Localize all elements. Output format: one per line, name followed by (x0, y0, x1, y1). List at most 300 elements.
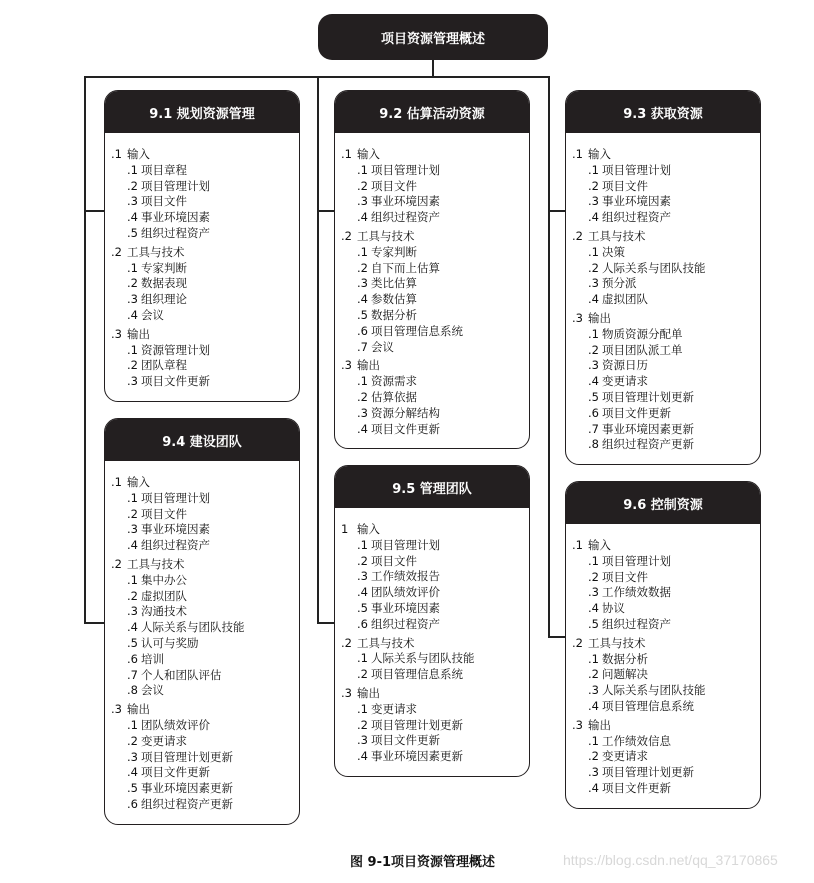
item-number: .1 (127, 162, 138, 177)
list-item (341, 651, 529, 667)
item-number: .4 (588, 780, 599, 795)
item-label: 工作绩效报告 (371, 569, 440, 584)
section-number: .3 (341, 358, 352, 373)
item-number: .4 (127, 307, 138, 322)
section-heading (572, 147, 760, 163)
item-number: .4 (588, 601, 599, 616)
process-box (565, 481, 761, 809)
process-body (105, 133, 299, 401)
item-number: .3 (588, 276, 599, 291)
list-item (111, 194, 299, 210)
item-label: 组织过程资产更新 (602, 437, 694, 452)
section (111, 245, 299, 324)
item-label: 会议 (371, 339, 394, 354)
item-number: .3 (357, 569, 368, 584)
connector (432, 60, 434, 76)
section-label: 输出 (588, 310, 611, 325)
item-number: .6 (588, 405, 599, 420)
item-label: 项目文件 (371, 553, 417, 568)
connector (548, 76, 550, 637)
section-number: 1 (341, 522, 349, 536)
item-label: 自下而上估算 (371, 260, 440, 275)
list-item (111, 226, 299, 242)
process-body (566, 524, 760, 808)
list-item (111, 734, 299, 750)
list-item (111, 374, 299, 390)
section (111, 702, 299, 813)
section-label: 工具与技术 (588, 635, 646, 650)
section-number: .1 (572, 538, 583, 552)
item-number: .2 (357, 260, 368, 275)
item-label: 组织过程资产 (371, 210, 440, 225)
list-item (572, 554, 760, 570)
list-item (572, 734, 760, 750)
connector (84, 622, 104, 624)
list-item (341, 245, 529, 261)
list-item (572, 179, 760, 195)
item-number: .1 (357, 537, 368, 552)
item-label: 项目文件更新 (371, 421, 440, 436)
list-item (572, 570, 760, 586)
item-label: 协议 (602, 601, 625, 616)
section-number: .3 (572, 310, 583, 325)
section-heading (572, 311, 760, 327)
item-number: .4 (127, 620, 138, 635)
section-number: .2 (572, 228, 583, 243)
list-item (111, 765, 299, 781)
item-label: 数据表现 (141, 276, 187, 291)
section (111, 557, 299, 699)
item-number: .2 (127, 178, 138, 193)
item-number: .6 (357, 323, 368, 338)
item-label: 项目管理计划 (141, 178, 210, 193)
item-number: .4 (357, 421, 368, 436)
item-label: 组织理论 (141, 292, 187, 307)
item-label: 团队绩效评价 (141, 717, 210, 732)
item-label: 资源管理计划 (141, 342, 210, 357)
item-label: 培训 (141, 651, 164, 666)
section-label: 输出 (588, 717, 611, 732)
section (111, 147, 299, 242)
item-number: .3 (588, 194, 599, 209)
section-number: .2 (341, 635, 352, 650)
item-number: .3 (357, 405, 368, 420)
item-label: 会议 (141, 307, 164, 322)
list-item (111, 781, 299, 797)
list-item (341, 585, 529, 601)
item-number: .1 (588, 733, 599, 748)
connector (548, 636, 565, 638)
item-number: .8 (127, 683, 138, 698)
item-number: .7 (588, 421, 599, 436)
section-label: 工具与技术 (357, 635, 415, 650)
list-item (111, 210, 299, 226)
item-number: .2 (588, 569, 599, 584)
item-number: .1 (357, 651, 368, 666)
list-item (111, 507, 299, 523)
list-item (572, 585, 760, 601)
item-label: 人际关系与团队技能 (602, 260, 706, 275)
section-heading (341, 147, 529, 163)
list-item (111, 276, 299, 292)
section (341, 636, 529, 683)
item-label: 参数估算 (371, 292, 417, 307)
item-label: 专家判断 (371, 244, 417, 259)
section-heading (341, 229, 529, 245)
section (111, 327, 299, 390)
item-label: 个人和团队评估 (141, 667, 222, 682)
process-title: 9.6 控制资源 (566, 482, 760, 524)
list-item (572, 422, 760, 438)
item-label: 项目管理信息系统 (371, 323, 463, 338)
item-label: 人际关系与团队技能 (371, 651, 475, 666)
list-item (111, 620, 299, 636)
list-item (111, 573, 299, 589)
section-label: 输出 (357, 358, 380, 373)
item-number: .7 (127, 667, 138, 682)
item-number: .4 (588, 698, 599, 713)
item-label: 认可与奖励 (141, 635, 199, 650)
section (341, 522, 529, 633)
section-heading (341, 636, 529, 652)
item-number: .1 (127, 572, 138, 587)
process-box (334, 465, 530, 777)
item-label: 项目文件 (602, 178, 648, 193)
item-label: 项目文件更新 (141, 765, 210, 780)
section (341, 686, 529, 765)
item-number: .2 (127, 588, 138, 603)
list-item (111, 718, 299, 734)
list-item (572, 749, 760, 765)
section-label: 输入 (588, 147, 611, 161)
item-number: .2 (357, 553, 368, 568)
item-label: 人际关系与团队技能 (141, 620, 245, 635)
list-item (341, 261, 529, 277)
item-label: 组织过程资产 (371, 616, 440, 631)
item-label: 项目团队派工单 (602, 342, 683, 357)
item-number: .2 (357, 178, 368, 193)
list-item (341, 292, 529, 308)
list-item (572, 292, 760, 308)
item-number: .4 (127, 210, 138, 225)
item-number: .3 (588, 585, 599, 600)
item-label: 项目管理计划更新 (602, 765, 694, 780)
item-number: .7 (357, 339, 368, 354)
item-number: .3 (588, 683, 599, 698)
list-item (572, 699, 760, 715)
item-label: 沟通技术 (141, 604, 187, 619)
list-item (341, 179, 529, 195)
process-body (335, 508, 529, 776)
section-number: .1 (111, 147, 122, 161)
list-item (572, 194, 760, 210)
item-label: 问题解决 (602, 667, 648, 682)
item-number: .1 (588, 651, 599, 666)
item-label: 虚拟团队 (141, 588, 187, 603)
section-label: 输入 (127, 475, 150, 489)
section-label: 输入 (357, 147, 380, 161)
item-number: .3 (127, 749, 138, 764)
item-number: .1 (127, 717, 138, 732)
item-label: 专家判断 (141, 260, 187, 275)
section (341, 358, 529, 437)
item-number: .2 (357, 667, 368, 682)
overview-title-box: 项目资源管理概述 (318, 14, 548, 60)
list-item (341, 617, 529, 633)
list-item (572, 601, 760, 617)
item-number: .2 (588, 749, 599, 764)
section (572, 718, 760, 797)
item-label: 团队章程 (141, 358, 187, 373)
section-heading (111, 557, 299, 573)
list-item (572, 683, 760, 699)
section-label: 输出 (127, 326, 150, 341)
section-label: 工具与技术 (127, 556, 185, 571)
item-label: 项目管理信息系统 (371, 667, 463, 682)
item-number: .1 (588, 326, 599, 341)
section-heading (111, 475, 299, 491)
process-title: 9.5 管理团队 (335, 466, 529, 508)
item-label: 项目管理计划 (602, 162, 671, 177)
process-box (334, 90, 530, 449)
list-item (341, 163, 529, 179)
list-item (572, 261, 760, 277)
item-label: 组织过程资产 (141, 225, 210, 240)
list-item (111, 522, 299, 538)
item-label: 项目文件更新 (371, 733, 440, 748)
section-label: 输出 (357, 685, 380, 700)
list-item (111, 636, 299, 652)
section (572, 229, 760, 308)
item-label: 项目管理计划 (602, 553, 671, 568)
list-item (111, 261, 299, 277)
section-number: .3 (341, 685, 352, 700)
item-number: .5 (127, 225, 138, 240)
item-number: .3 (127, 604, 138, 619)
section-number: .2 (111, 556, 122, 571)
item-number: .1 (127, 342, 138, 357)
item-number: .3 (127, 374, 138, 389)
section-heading (111, 702, 299, 718)
list-item (341, 601, 529, 617)
item-number: .5 (588, 389, 599, 404)
item-number: .2 (127, 506, 138, 521)
section-heading (341, 358, 529, 374)
section-number: .3 (572, 717, 583, 732)
item-number: .5 (588, 616, 599, 631)
item-number: .3 (588, 765, 599, 780)
item-number: .4 (357, 292, 368, 307)
list-item (111, 538, 299, 554)
section-heading (572, 718, 760, 734)
list-item (572, 327, 760, 343)
item-number: .2 (357, 717, 368, 732)
section-number: .1 (341, 147, 352, 161)
section (341, 147, 529, 226)
section-label: 工具与技术 (588, 228, 646, 243)
item-label: 事业环境因素更新 (371, 749, 463, 764)
item-label: 工作绩效信息 (602, 733, 671, 748)
item-label: 事业环境因素更新 (602, 421, 694, 436)
item-number: .8 (588, 437, 599, 452)
list-item (341, 422, 529, 438)
item-label: 物质资源分配单 (602, 326, 683, 341)
item-number: .5 (127, 781, 138, 796)
section-label: 工具与技术 (357, 228, 415, 243)
list-item (341, 718, 529, 734)
list-item (572, 343, 760, 359)
section (572, 311, 760, 453)
item-number: .3 (127, 522, 138, 537)
connector (317, 622, 334, 624)
item-label: 人际关系与团队技能 (602, 683, 706, 698)
list-item (572, 210, 760, 226)
section-number: .1 (572, 147, 583, 161)
section-label: 输入 (357, 522, 380, 536)
process-title: 9.4 建设团队 (105, 419, 299, 461)
item-label: 估算依据 (371, 389, 417, 404)
section-number: .2 (341, 228, 352, 243)
item-number: .2 (588, 342, 599, 357)
item-label: 项目管理信息系统 (602, 698, 694, 713)
item-label: 项目管理计划 (141, 490, 210, 505)
section-number: .1 (111, 475, 122, 489)
section-number: .3 (111, 702, 122, 717)
item-number: .3 (357, 194, 368, 209)
section-number: .2 (572, 635, 583, 650)
item-number: .3 (127, 194, 138, 209)
item-label: 事业环境因素 (371, 194, 440, 209)
item-label: 项目管理计划 (371, 537, 440, 552)
item-number: .1 (357, 162, 368, 177)
item-label: 类比估算 (371, 276, 417, 291)
item-number: .1 (588, 244, 599, 259)
section-heading (572, 538, 760, 554)
item-number: .5 (357, 307, 368, 322)
process-title: 9.1 规划资源管理 (105, 91, 299, 133)
section-heading (111, 327, 299, 343)
list-item (341, 340, 529, 356)
section-label: 输入 (588, 538, 611, 552)
list-item (572, 163, 760, 179)
section-label: 输入 (127, 147, 150, 161)
list-item (111, 179, 299, 195)
item-number: .4 (588, 210, 599, 225)
section (572, 147, 760, 226)
list-item (341, 733, 529, 749)
item-number: .1 (588, 162, 599, 177)
item-label: 事业环境因素更新 (141, 781, 233, 796)
item-label: 项目文件 (141, 194, 187, 209)
list-item (341, 374, 529, 390)
list-item (341, 308, 529, 324)
list-item (572, 667, 760, 683)
item-number: .5 (127, 635, 138, 650)
item-label: 项目管理计划 (371, 162, 440, 177)
item-number: .6 (127, 796, 138, 811)
item-label: 工作绩效数据 (602, 585, 671, 600)
item-label: 变更请求 (602, 374, 648, 389)
process-title: 9.3 获取资源 (566, 91, 760, 133)
list-item (572, 765, 760, 781)
item-label: 项目文件 (371, 178, 417, 193)
list-item (341, 194, 529, 210)
item-label: 项目文件更新 (602, 405, 671, 420)
list-item (111, 604, 299, 620)
item-number: .3 (357, 276, 368, 291)
list-item (572, 781, 760, 797)
list-item (572, 245, 760, 261)
process-box (104, 90, 300, 402)
item-label: 组织过程资产更新 (141, 796, 233, 811)
list-item (111, 652, 299, 668)
process-body (105, 461, 299, 824)
list-item (341, 538, 529, 554)
list-item (341, 702, 529, 718)
list-item (572, 406, 760, 422)
figure-caption: 图 9-1项目资源管理概述 (350, 855, 496, 870)
section-label: 工具与技术 (127, 244, 185, 259)
connector (317, 76, 319, 623)
item-number: .2 (588, 178, 599, 193)
item-label: 组织过程资产 (141, 538, 210, 553)
item-number: .1 (357, 244, 368, 259)
item-label: 预分派 (602, 276, 637, 291)
item-number: .3 (357, 733, 368, 748)
item-number: .4 (127, 538, 138, 553)
list-item (572, 276, 760, 292)
list-item (341, 276, 529, 292)
section (111, 475, 299, 554)
list-item (341, 324, 529, 340)
item-label: 项目文件 (602, 569, 648, 584)
item-label: 项目章程 (141, 162, 187, 177)
item-label: 项目管理计划更新 (141, 749, 233, 764)
list-item (111, 163, 299, 179)
section-heading (111, 147, 299, 163)
section-heading (341, 686, 529, 702)
item-label: 项目管理计划更新 (371, 717, 463, 732)
list-item (572, 390, 760, 406)
connector (84, 76, 86, 623)
list-item (111, 668, 299, 684)
item-number: .3 (127, 292, 138, 307)
item-label: 集中办公 (141, 572, 187, 587)
list-item (572, 617, 760, 633)
list-item (341, 569, 529, 585)
item-number: .2 (357, 389, 368, 404)
item-label: 决策 (602, 244, 625, 259)
process-box (565, 90, 761, 465)
list-item (111, 343, 299, 359)
section-label: 输出 (127, 702, 150, 717)
item-label: 项目文件更新 (141, 374, 210, 389)
item-number: .6 (357, 616, 368, 631)
list-item (341, 749, 529, 765)
section-number: .2 (111, 244, 122, 259)
list-item (572, 374, 760, 390)
item-number: .2 (127, 733, 138, 748)
item-label: 事业环境因素 (602, 194, 671, 209)
item-label: 项目文件更新 (602, 780, 671, 795)
item-label: 资源需求 (371, 374, 417, 389)
item-label: 数据分析 (371, 307, 417, 322)
section-heading (341, 522, 529, 538)
item-number: .1 (127, 260, 138, 275)
item-label: 资源分解结构 (371, 405, 440, 420)
item-label: 资源日历 (602, 358, 648, 373)
item-label: 事业环境因素 (141, 522, 210, 537)
